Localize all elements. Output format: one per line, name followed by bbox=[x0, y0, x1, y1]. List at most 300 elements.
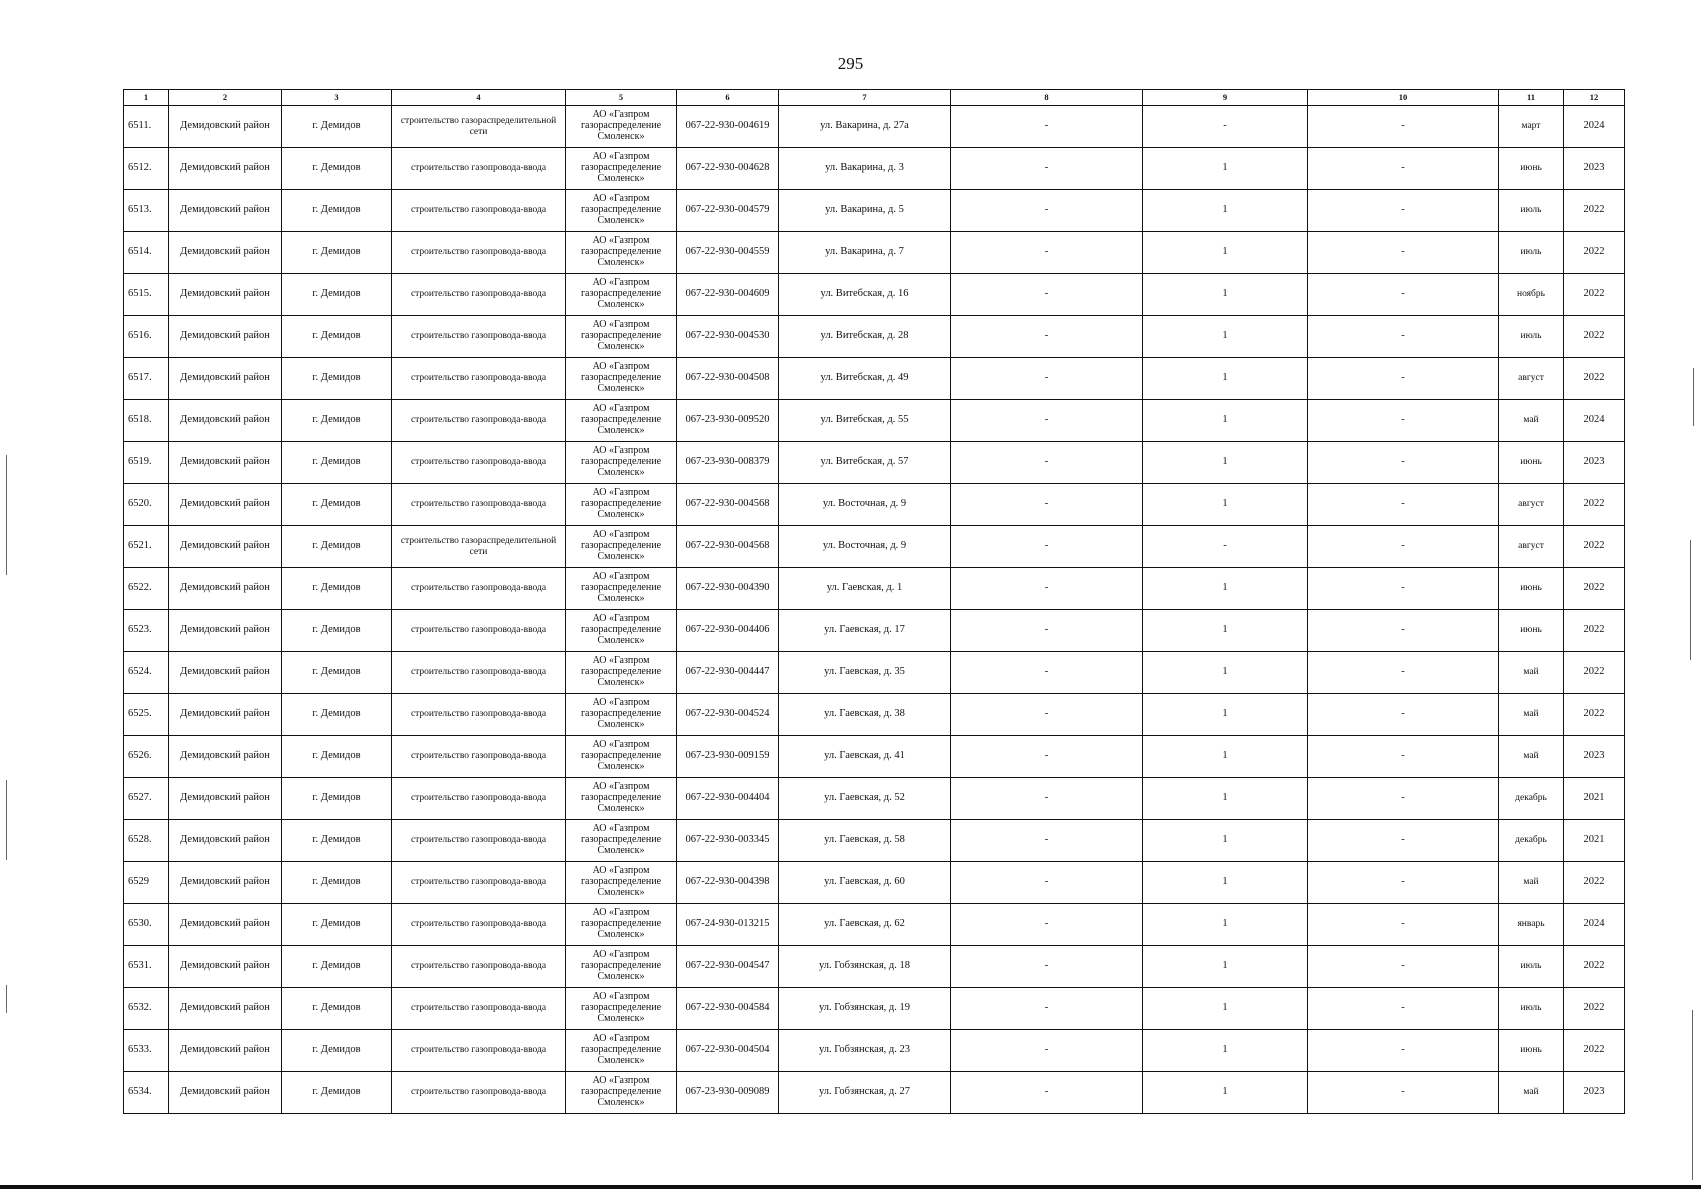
month-cell: январь bbox=[1499, 904, 1564, 946]
table-row bbox=[124, 232, 1625, 274]
application-number-cell: 067-22-930-004609 bbox=[677, 274, 779, 316]
column-header-1: 1 bbox=[124, 90, 169, 106]
work-type-cell: строительство газопровода-ввода bbox=[392, 274, 566, 316]
table-body bbox=[124, 106, 1625, 1114]
row-number-cell: 6519. bbox=[124, 442, 169, 484]
col-10-value-cell: - bbox=[1308, 820, 1499, 862]
work-type-cell: строительство газопровода-ввода bbox=[392, 610, 566, 652]
district-cell: Демидовский район bbox=[169, 568, 282, 610]
table-row bbox=[124, 1072, 1625, 1114]
column-header-12: 12 bbox=[1564, 90, 1625, 106]
col-10-value-cell: - bbox=[1308, 316, 1499, 358]
work-type-cell: строительство газопровода-ввода bbox=[392, 484, 566, 526]
table-row bbox=[124, 190, 1625, 232]
year-cell: 2022 bbox=[1564, 862, 1625, 904]
row-number-cell: 6522. bbox=[124, 568, 169, 610]
col-9-value-cell: 1 bbox=[1143, 736, 1308, 778]
district-cell: Демидовский район bbox=[169, 106, 282, 148]
col-8-value-cell: - bbox=[951, 694, 1143, 736]
organization-cell: АО «Газпром газораспределение Смоленск» bbox=[566, 610, 677, 652]
month-cell: июнь bbox=[1499, 568, 1564, 610]
work-type-cell: строительство газопровода-ввода bbox=[392, 1072, 566, 1114]
col-8-value-cell: - bbox=[951, 526, 1143, 568]
year-cell: 2022 bbox=[1564, 232, 1625, 274]
row-number-cell: 6514. bbox=[124, 232, 169, 274]
row-number-cell: 6517. bbox=[124, 358, 169, 400]
organization-cell: АО «Газпром газораспределение Смоленск» bbox=[566, 904, 677, 946]
address-cell: ул. Гобзянская, д. 27 bbox=[779, 1072, 951, 1114]
row-number-cell: 6512. bbox=[124, 148, 169, 190]
col-8-value-cell: - bbox=[951, 274, 1143, 316]
row-number-cell: 6523. bbox=[124, 610, 169, 652]
work-type-cell: строительство газопровода-ввода bbox=[392, 736, 566, 778]
month-cell: май bbox=[1499, 736, 1564, 778]
work-type-cell: строительство газопровода-ввода bbox=[392, 232, 566, 274]
col-8-value-cell: - bbox=[951, 148, 1143, 190]
table-row bbox=[124, 946, 1625, 988]
application-number-cell: 067-23-930-009159 bbox=[677, 736, 779, 778]
column-header-5: 5 bbox=[566, 90, 677, 106]
table-row bbox=[124, 148, 1625, 190]
row-number-cell: 6528. bbox=[124, 820, 169, 862]
work-type-cell: строительство газопровода-ввода bbox=[392, 694, 566, 736]
locality-cell: г. Демидов bbox=[282, 274, 392, 316]
application-number-cell: 067-23-930-008379 bbox=[677, 442, 779, 484]
locality-cell: г. Демидов bbox=[282, 358, 392, 400]
organization-cell: АО «Газпром газораспределение Смоленск» bbox=[566, 274, 677, 316]
work-type-cell: строительство газопровода-ввода bbox=[392, 652, 566, 694]
month-cell: май bbox=[1499, 1072, 1564, 1114]
district-cell: Демидовский район bbox=[169, 862, 282, 904]
col-9-value-cell: - bbox=[1143, 526, 1308, 568]
work-type-cell: строительство газопровода-ввода bbox=[392, 316, 566, 358]
year-cell: 2022 bbox=[1564, 274, 1625, 316]
col-9-value-cell: 1 bbox=[1143, 400, 1308, 442]
col-10-value-cell: - bbox=[1308, 862, 1499, 904]
district-cell: Демидовский район bbox=[169, 484, 282, 526]
application-number-cell: 067-22-930-004547 bbox=[677, 946, 779, 988]
col-8-value-cell: - bbox=[951, 946, 1143, 988]
locality-cell: г. Демидов bbox=[282, 232, 392, 274]
col-10-value-cell: - bbox=[1308, 358, 1499, 400]
address-cell: ул. Гобзянская, д. 18 bbox=[779, 946, 951, 988]
col-10-value-cell: - bbox=[1308, 568, 1499, 610]
row-number-cell: 6527. bbox=[124, 778, 169, 820]
work-type-cell: строительство газопровода-ввода bbox=[392, 862, 566, 904]
month-cell: июль bbox=[1499, 190, 1564, 232]
locality-cell: г. Демидов bbox=[282, 400, 392, 442]
application-number-cell: 067-23-930-009089 bbox=[677, 1072, 779, 1114]
row-number-cell: 6530. bbox=[124, 904, 169, 946]
district-cell: Демидовский район bbox=[169, 610, 282, 652]
col-9-value-cell: 1 bbox=[1143, 232, 1308, 274]
table-header bbox=[124, 90, 1625, 106]
district-cell: Демидовский район bbox=[169, 988, 282, 1030]
month-cell: декабрь bbox=[1499, 778, 1564, 820]
month-cell: август bbox=[1499, 358, 1564, 400]
application-number-cell: 067-22-930-004508 bbox=[677, 358, 779, 400]
locality-cell: г. Демидов bbox=[282, 526, 392, 568]
year-cell: 2022 bbox=[1564, 1030, 1625, 1072]
table-row bbox=[124, 526, 1625, 568]
address-cell: ул. Восточная, д. 9 bbox=[779, 484, 951, 526]
margin-mark bbox=[6, 455, 7, 575]
address-cell: ул. Гаевская, д. 17 bbox=[779, 610, 951, 652]
row-number-cell: 6516. bbox=[124, 316, 169, 358]
month-cell: май bbox=[1499, 652, 1564, 694]
col-8-value-cell: - bbox=[951, 106, 1143, 148]
bottom-rule bbox=[0, 1185, 1701, 1189]
month-cell: июнь bbox=[1499, 1030, 1564, 1072]
col-9-value-cell: 1 bbox=[1143, 484, 1308, 526]
column-header-4: 4 bbox=[392, 90, 566, 106]
row-number-cell: 6525. bbox=[124, 694, 169, 736]
year-cell: 2021 bbox=[1564, 820, 1625, 862]
col-10-value-cell: - bbox=[1308, 610, 1499, 652]
table-row bbox=[124, 274, 1625, 316]
address-cell: ул. Витебская, д. 28 bbox=[779, 316, 951, 358]
month-cell: март bbox=[1499, 106, 1564, 148]
year-cell: 2023 bbox=[1564, 442, 1625, 484]
address-cell: ул. Восточная, д. 9 bbox=[779, 526, 951, 568]
col-8-value-cell: - bbox=[951, 568, 1143, 610]
row-number-cell: 6518. bbox=[124, 400, 169, 442]
year-cell: 2021 bbox=[1564, 778, 1625, 820]
work-type-cell: строительство газопровода-ввода bbox=[392, 988, 566, 1030]
organization-cell: АО «Газпром газораспределение Смоленск» bbox=[566, 1030, 677, 1072]
organization-cell: АО «Газпром газораспределение Смоленск» bbox=[566, 148, 677, 190]
column-header-6: 6 bbox=[677, 90, 779, 106]
row-number-cell: 6531. bbox=[124, 946, 169, 988]
col-9-value-cell: 1 bbox=[1143, 274, 1308, 316]
table-row bbox=[124, 1030, 1625, 1072]
margin-mark bbox=[1692, 1010, 1693, 1180]
header-row bbox=[124, 90, 1625, 106]
col-8-value-cell: - bbox=[951, 862, 1143, 904]
application-number-cell: 067-22-930-004530 bbox=[677, 316, 779, 358]
organization-cell: АО «Газпром газораспределение Смоленск» bbox=[566, 190, 677, 232]
locality-cell: г. Демидов bbox=[282, 316, 392, 358]
month-cell: июнь bbox=[1499, 610, 1564, 652]
col-9-value-cell: 1 bbox=[1143, 358, 1308, 400]
col-9-value-cell: 1 bbox=[1143, 148, 1308, 190]
year-cell: 2022 bbox=[1564, 988, 1625, 1030]
organization-cell: АО «Газпром газораспределение Смоленск» bbox=[566, 652, 677, 694]
work-type-cell: строительство газораспределительной сети bbox=[392, 106, 566, 148]
col-10-value-cell: - bbox=[1308, 988, 1499, 1030]
district-cell: Демидовский район bbox=[169, 442, 282, 484]
district-cell: Демидовский район bbox=[169, 652, 282, 694]
row-number-cell: 6533. bbox=[124, 1030, 169, 1072]
application-number-cell: 067-22-930-004584 bbox=[677, 988, 779, 1030]
application-number-cell: 067-22-930-004559 bbox=[677, 232, 779, 274]
table-row bbox=[124, 778, 1625, 820]
locality-cell: г. Демидов bbox=[282, 442, 392, 484]
organization-cell: АО «Газпром газораспределение Смоленск» bbox=[566, 820, 677, 862]
table-row bbox=[124, 316, 1625, 358]
column-header-8: 8 bbox=[951, 90, 1143, 106]
col-9-value-cell: 1 bbox=[1143, 694, 1308, 736]
col-9-value-cell: 1 bbox=[1143, 1030, 1308, 1072]
application-number-cell: 067-22-930-004447 bbox=[677, 652, 779, 694]
work-type-cell: строительство газораспределительной сети bbox=[392, 526, 566, 568]
col-10-value-cell: - bbox=[1308, 1072, 1499, 1114]
locality-cell: г. Демидов bbox=[282, 736, 392, 778]
col-8-value-cell: - bbox=[951, 190, 1143, 232]
application-number-cell: 067-22-930-004406 bbox=[677, 610, 779, 652]
organization-cell: АО «Газпром газораспределение Смоленск» bbox=[566, 1072, 677, 1114]
col-9-value-cell: 1 bbox=[1143, 820, 1308, 862]
district-cell: Демидовский район bbox=[169, 274, 282, 316]
margin-mark bbox=[6, 780, 7, 860]
address-cell: ул. Витебская, д. 57 bbox=[779, 442, 951, 484]
month-cell: июль bbox=[1499, 946, 1564, 988]
address-cell: ул. Гаевская, д. 52 bbox=[779, 778, 951, 820]
year-cell: 2023 bbox=[1564, 736, 1625, 778]
col-9-value-cell: 1 bbox=[1143, 568, 1308, 610]
col-8-value-cell: - bbox=[951, 358, 1143, 400]
work-type-cell: строительство газопровода-ввода bbox=[392, 820, 566, 862]
district-cell: Демидовский район bbox=[169, 316, 282, 358]
table-row bbox=[124, 400, 1625, 442]
organization-cell: АО «Газпром газораспределение Смоленск» bbox=[566, 736, 677, 778]
address-cell: ул. Гобзянская, д. 23 bbox=[779, 1030, 951, 1072]
locality-cell: г. Демидов bbox=[282, 652, 392, 694]
row-number-cell: 6534. bbox=[124, 1072, 169, 1114]
locality-cell: г. Демидов bbox=[282, 778, 392, 820]
col-10-value-cell: - bbox=[1308, 904, 1499, 946]
row-number-cell: 6524. bbox=[124, 652, 169, 694]
address-cell: ул. Гаевская, д. 35 bbox=[779, 652, 951, 694]
col-9-value-cell: 1 bbox=[1143, 442, 1308, 484]
table-row bbox=[124, 358, 1625, 400]
locality-cell: г. Демидов bbox=[282, 148, 392, 190]
address-cell: ул. Гаевская, д. 62 bbox=[779, 904, 951, 946]
col-9-value-cell: 1 bbox=[1143, 904, 1308, 946]
row-number-cell: 6532. bbox=[124, 988, 169, 1030]
application-number-cell: 067-24-930-013215 bbox=[677, 904, 779, 946]
col-10-value-cell: - bbox=[1308, 694, 1499, 736]
locality-cell: г. Демидов bbox=[282, 1030, 392, 1072]
district-cell: Демидовский район bbox=[169, 358, 282, 400]
organization-cell: АО «Газпром газораспределение Смоленск» bbox=[566, 316, 677, 358]
year-cell: 2024 bbox=[1564, 400, 1625, 442]
district-cell: Демидовский район bbox=[169, 1072, 282, 1114]
address-cell: ул. Гаевская, д. 1 bbox=[779, 568, 951, 610]
col-9-value-cell: 1 bbox=[1143, 778, 1308, 820]
district-cell: Демидовский район bbox=[169, 736, 282, 778]
month-cell: июль bbox=[1499, 316, 1564, 358]
margin-mark bbox=[1693, 368, 1694, 426]
table-row bbox=[124, 652, 1625, 694]
col-8-value-cell: - bbox=[951, 1030, 1143, 1072]
col-10-value-cell: - bbox=[1308, 442, 1499, 484]
table-row bbox=[124, 106, 1625, 148]
address-cell: ул. Гаевская, д. 58 bbox=[779, 820, 951, 862]
col-8-value-cell: - bbox=[951, 820, 1143, 862]
table-row bbox=[124, 610, 1625, 652]
month-cell: август bbox=[1499, 484, 1564, 526]
col-10-value-cell: - bbox=[1308, 946, 1499, 988]
locality-cell: г. Демидов bbox=[282, 694, 392, 736]
row-number-cell: 6515. bbox=[124, 274, 169, 316]
col-9-value-cell: 1 bbox=[1143, 862, 1308, 904]
application-number-cell: 067-22-930-004568 bbox=[677, 526, 779, 568]
page-number: 295 bbox=[837, 54, 864, 73]
address-cell: ул. Вакарина, д. 3 bbox=[779, 148, 951, 190]
col-9-value-cell: 1 bbox=[1143, 1072, 1308, 1114]
year-cell: 2022 bbox=[1564, 316, 1625, 358]
organization-cell: АО «Газпром газораспределение Смоленск» bbox=[566, 106, 677, 148]
year-cell: 2022 bbox=[1564, 652, 1625, 694]
work-type-cell: строительство газопровода-ввода bbox=[392, 358, 566, 400]
year-cell: 2023 bbox=[1564, 1072, 1625, 1114]
locality-cell: г. Демидов bbox=[282, 904, 392, 946]
locality-cell: г. Демидов bbox=[282, 106, 392, 148]
address-cell: ул. Витебская, д. 16 bbox=[779, 274, 951, 316]
year-cell: 2023 bbox=[1564, 148, 1625, 190]
column-header-9: 9 bbox=[1143, 90, 1308, 106]
row-number-cell: 6520. bbox=[124, 484, 169, 526]
work-type-cell: строительство газопровода-ввода bbox=[392, 148, 566, 190]
row-number-cell: 6511. bbox=[124, 106, 169, 148]
organization-cell: АО «Газпром газораспределение Смоленск» bbox=[566, 778, 677, 820]
locality-cell: г. Демидов bbox=[282, 610, 392, 652]
organization-cell: АО «Газпром газораспределение Смоленск» bbox=[566, 988, 677, 1030]
organization-cell: АО «Газпром газораспределение Смоленск» bbox=[566, 442, 677, 484]
col-8-value-cell: - bbox=[951, 904, 1143, 946]
data-table bbox=[123, 89, 1625, 1114]
work-type-cell: строительство газопровода-ввода bbox=[392, 190, 566, 232]
application-number-cell: 067-22-930-004504 bbox=[677, 1030, 779, 1072]
month-cell: июль bbox=[1499, 232, 1564, 274]
col-10-value-cell: - bbox=[1308, 274, 1499, 316]
col-8-value-cell: - bbox=[951, 442, 1143, 484]
year-cell: 2024 bbox=[1564, 904, 1625, 946]
district-cell: Демидовский район bbox=[169, 526, 282, 568]
col-8-value-cell: - bbox=[951, 778, 1143, 820]
year-cell: 2022 bbox=[1564, 358, 1625, 400]
col-10-value-cell: - bbox=[1308, 652, 1499, 694]
col-9-value-cell: 1 bbox=[1143, 946, 1308, 988]
application-number-cell: 067-22-930-004628 bbox=[677, 148, 779, 190]
organization-cell: АО «Газпром газораспределение Смоленск» bbox=[566, 946, 677, 988]
district-cell: Демидовский район bbox=[169, 904, 282, 946]
locality-cell: г. Демидов bbox=[282, 1072, 392, 1114]
column-header-11: 11 bbox=[1499, 90, 1564, 106]
district-cell: Демидовский район bbox=[169, 778, 282, 820]
organization-cell: АО «Газпром газораспределение Смоленск» bbox=[566, 862, 677, 904]
application-number-cell: 067-22-930-004404 bbox=[677, 778, 779, 820]
col-10-value-cell: - bbox=[1308, 148, 1499, 190]
work-type-cell: строительство газопровода-ввода bbox=[392, 946, 566, 988]
col-8-value-cell: - bbox=[951, 736, 1143, 778]
col-10-value-cell: - bbox=[1308, 400, 1499, 442]
application-number-cell: 067-23-930-009520 bbox=[677, 400, 779, 442]
table-row bbox=[124, 484, 1625, 526]
year-cell: 2022 bbox=[1564, 526, 1625, 568]
district-cell: Демидовский район bbox=[169, 694, 282, 736]
district-cell: Демидовский район bbox=[169, 232, 282, 274]
locality-cell: г. Демидов bbox=[282, 862, 392, 904]
organization-cell: АО «Газпром газораспределение Смоленск» bbox=[566, 400, 677, 442]
work-type-cell: строительство газопровода-ввода bbox=[392, 400, 566, 442]
table-row bbox=[124, 568, 1625, 610]
year-cell: 2022 bbox=[1564, 610, 1625, 652]
col-10-value-cell: - bbox=[1308, 526, 1499, 568]
col-8-value-cell: - bbox=[951, 610, 1143, 652]
application-number-cell: 067-22-930-004568 bbox=[677, 484, 779, 526]
table-row bbox=[124, 820, 1625, 862]
month-cell: июль bbox=[1499, 988, 1564, 1030]
table-row bbox=[124, 988, 1625, 1030]
month-cell: ноябрь bbox=[1499, 274, 1564, 316]
column-header-2: 2 bbox=[169, 90, 282, 106]
col-8-value-cell: - bbox=[951, 988, 1143, 1030]
address-cell: ул. Гобзянская, д. 19 bbox=[779, 988, 951, 1030]
year-cell: 2022 bbox=[1564, 190, 1625, 232]
col-8-value-cell: - bbox=[951, 484, 1143, 526]
col-9-value-cell: 1 bbox=[1143, 190, 1308, 232]
col-10-value-cell: - bbox=[1308, 106, 1499, 148]
locality-cell: г. Демидов bbox=[282, 988, 392, 1030]
col-10-value-cell: - bbox=[1308, 778, 1499, 820]
address-cell: ул. Гаевская, д. 38 bbox=[779, 694, 951, 736]
year-cell: 2022 bbox=[1564, 946, 1625, 988]
application-number-cell: 067-22-930-004524 bbox=[677, 694, 779, 736]
district-cell: Демидовский район bbox=[169, 400, 282, 442]
col-8-value-cell: - bbox=[951, 652, 1143, 694]
column-header-10: 10 bbox=[1308, 90, 1499, 106]
col-9-value-cell: 1 bbox=[1143, 652, 1308, 694]
address-cell: ул. Витебская, д. 49 bbox=[779, 358, 951, 400]
row-number-cell: 6526. bbox=[124, 736, 169, 778]
month-cell: декабрь bbox=[1499, 820, 1564, 862]
address-cell: ул. Вакарина, д. 5 bbox=[779, 190, 951, 232]
col-10-value-cell: - bbox=[1308, 1030, 1499, 1072]
month-cell: май bbox=[1499, 694, 1564, 736]
address-cell: ул. Гаевская, д. 41 bbox=[779, 736, 951, 778]
address-cell: ул. Вакарина, д. 27а bbox=[779, 106, 951, 148]
row-number-cell: 6521. bbox=[124, 526, 169, 568]
application-number-cell: 067-22-930-004579 bbox=[677, 190, 779, 232]
col-8-value-cell: - bbox=[951, 232, 1143, 274]
address-cell: ул. Вакарина, д. 7 bbox=[779, 232, 951, 274]
col-10-value-cell: - bbox=[1308, 232, 1499, 274]
organization-cell: АО «Газпром газораспределение Смоленск» bbox=[566, 526, 677, 568]
col-8-value-cell: - bbox=[951, 400, 1143, 442]
address-cell: ул. Гаевская, д. 60 bbox=[779, 862, 951, 904]
organization-cell: АО «Газпром газораспределение Смоленск» bbox=[566, 694, 677, 736]
application-number-cell: 067-22-930-004390 bbox=[677, 568, 779, 610]
organization-cell: АО «Газпром газораспределение Смоленск» bbox=[566, 484, 677, 526]
month-cell: июнь bbox=[1499, 148, 1564, 190]
application-number-cell: 067-22-930-004619 bbox=[677, 106, 779, 148]
column-header-3: 3 bbox=[282, 90, 392, 106]
month-cell: август bbox=[1499, 526, 1564, 568]
column-header-7: 7 bbox=[779, 90, 951, 106]
work-type-cell: строительство газопровода-ввода bbox=[392, 1030, 566, 1072]
year-cell: 2024 bbox=[1564, 106, 1625, 148]
month-cell: май bbox=[1499, 862, 1564, 904]
year-cell: 2022 bbox=[1564, 568, 1625, 610]
row-number-cell: 6513. bbox=[124, 190, 169, 232]
col-8-value-cell: - bbox=[951, 1072, 1143, 1114]
locality-cell: г. Демидов bbox=[282, 946, 392, 988]
year-cell: 2022 bbox=[1564, 484, 1625, 526]
row-number-cell: 6529 bbox=[124, 862, 169, 904]
locality-cell: г. Демидов bbox=[282, 568, 392, 610]
